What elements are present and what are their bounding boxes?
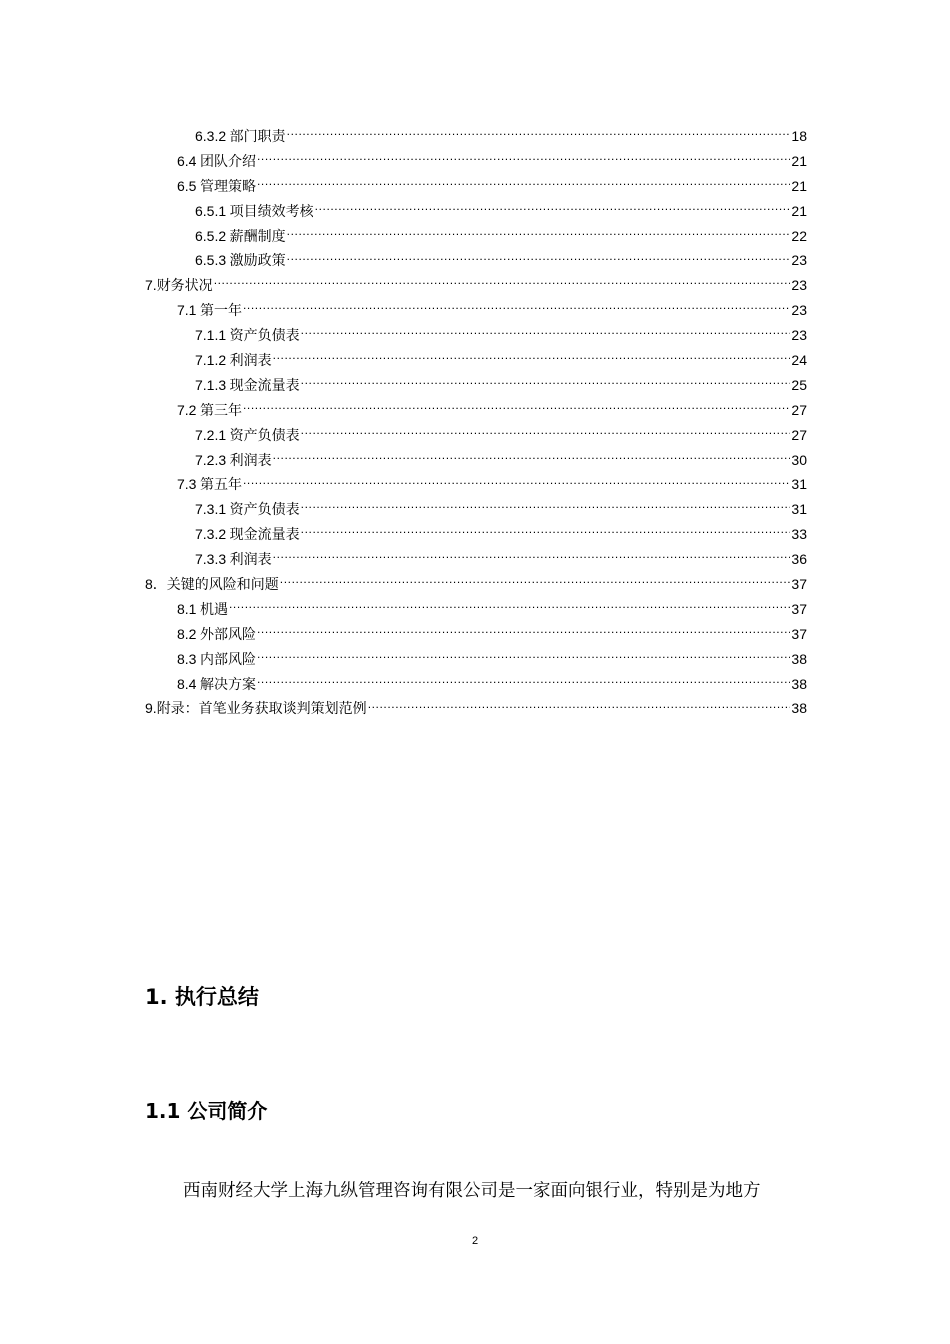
toc-entry-title xyxy=(177,647,256,674)
toc-leader-dots xyxy=(273,550,791,564)
toc-entry-number: 6.5.2 xyxy=(195,227,227,244)
toc-entry-label: 现金流量表 xyxy=(229,528,300,544)
toc-entry[interactable] xyxy=(145,398,807,423)
toc-entry-title xyxy=(177,149,256,176)
toc-entry-label: 部门职责 xyxy=(229,130,286,145)
toc-entry[interactable] xyxy=(145,124,807,149)
toc-entry-label: 利润表 xyxy=(229,553,272,569)
toc-entry-label: 激励政策 xyxy=(229,254,286,270)
toc-leader-dots xyxy=(257,152,790,166)
toc-entry[interactable] xyxy=(145,348,807,373)
toc-entry-label: 外部风险 xyxy=(199,627,256,643)
toc-entry-label: 第五年 xyxy=(199,478,242,494)
toc-entry-label: 资产负债表 xyxy=(229,428,300,444)
toc-entry-number: 7.2.3 xyxy=(195,451,227,468)
toc-entry-title xyxy=(177,472,242,499)
toc-entry-title xyxy=(145,273,213,300)
toc-entry-number: 8.2 xyxy=(177,625,197,642)
toc-entry-page: 31 xyxy=(791,501,807,518)
toc-entry-title xyxy=(195,423,300,450)
toc-entry[interactable] xyxy=(145,497,807,522)
toc-entry[interactable] xyxy=(145,522,807,547)
toc-entry[interactable] xyxy=(145,323,807,348)
toc-entry-title xyxy=(177,597,228,624)
toc-entry-page: 23 xyxy=(791,327,807,344)
toc-entry-page: 23 xyxy=(791,277,807,294)
toc-entry-title xyxy=(177,622,256,649)
toc-entry-page: 21 xyxy=(791,202,807,219)
table-of-contents xyxy=(145,124,807,721)
toc-entry-number: 9. xyxy=(145,700,157,717)
toc-entry[interactable] xyxy=(145,672,807,697)
toc-entry-number: 7.1 xyxy=(177,302,197,319)
toc-entry[interactable] xyxy=(145,298,807,323)
toc-entry-number: 7.1.3 xyxy=(195,376,227,393)
toc-entry-label: 关键的风险和问题 xyxy=(166,578,279,594)
toc-leader-dots xyxy=(229,600,790,614)
toc-entry-number: 6.4 xyxy=(177,152,197,169)
toc-entry-number: 6.5 xyxy=(177,177,197,194)
toc-leader-dots xyxy=(280,575,791,589)
toc-leader-dots xyxy=(257,177,790,191)
toc-entry-label: 资产负债表 xyxy=(229,329,300,345)
toc-entry[interactable] xyxy=(145,423,807,448)
toc-leader-dots xyxy=(287,127,791,141)
toc-entry-label: 第三年 xyxy=(199,403,242,419)
toc-entry-label: 附录：首笔业务获取谈判策划范例 xyxy=(156,702,367,718)
toc-entry-page: 37 xyxy=(791,576,807,593)
toc-leader-dots xyxy=(315,202,791,216)
toc-entry-title xyxy=(177,174,256,201)
toc-entry-number: 7. xyxy=(145,277,157,294)
toc-entry-title xyxy=(195,224,286,251)
toc-entry-page: 38 xyxy=(791,700,807,717)
body-paragraph: 西南财经大学上海九纵管理咨询有限公司是一家面向银行业，特别是为地方 xyxy=(183,1180,761,1200)
toc-entry-number: 8.1 xyxy=(177,600,197,617)
toc-entry-title xyxy=(177,398,242,425)
toc-leader-dots xyxy=(301,426,791,440)
toc-entry-label: 机遇 xyxy=(199,602,228,618)
toc-entry-label: 内部风险 xyxy=(199,652,256,668)
toc-entry-title xyxy=(195,248,286,275)
toc-entry-page: 21 xyxy=(791,152,807,169)
toc-leader-dots xyxy=(273,351,791,365)
toc-entry[interactable] xyxy=(145,248,807,273)
toc-entry-number: 7.3.2 xyxy=(195,526,227,543)
toc-entry[interactable] xyxy=(145,224,807,249)
toc-entry-title xyxy=(145,696,367,723)
toc-entry-label: 薪酬制度 xyxy=(229,229,286,245)
toc-leader-dots xyxy=(257,675,790,689)
toc-entry[interactable] xyxy=(145,547,807,572)
toc-entry-number: 6.5.3 xyxy=(195,252,227,269)
toc-leader-dots xyxy=(257,625,790,639)
toc-entry-title xyxy=(195,373,300,400)
toc-leader-dots xyxy=(301,500,791,514)
toc-entry-number: 7.2 xyxy=(177,401,197,418)
toc-entry-label: 现金流量表 xyxy=(229,378,300,394)
toc-entry-number: 8． xyxy=(145,576,167,593)
toc-entry-number: 8.3 xyxy=(177,650,197,667)
toc-entry-title xyxy=(177,298,242,325)
toc-entry[interactable] xyxy=(145,273,807,298)
toc-entry[interactable] xyxy=(145,622,807,647)
toc-leader-dots xyxy=(243,475,790,489)
toc-entry-title xyxy=(195,348,272,375)
toc-entry-number: 7.2.1 xyxy=(195,426,227,443)
toc-entry-page: 37 xyxy=(791,625,807,642)
toc-entry-title xyxy=(195,497,300,524)
toc-entry-page: 31 xyxy=(791,476,807,493)
toc-entry-number: 7.3.3 xyxy=(195,551,227,568)
toc-entry[interactable] xyxy=(145,448,807,473)
toc-entry-label: 解决方案 xyxy=(199,677,256,693)
page-number: 2 xyxy=(471,1235,479,1247)
toc-leader-dots xyxy=(287,227,791,241)
toc-entry-page: 23 xyxy=(791,252,807,269)
toc-leader-dots xyxy=(257,650,790,664)
toc-entry-page: 21 xyxy=(791,177,807,194)
toc-entry-label: 项目绩效考核 xyxy=(229,204,314,220)
toc-entry-page: 38 xyxy=(791,650,807,667)
toc-entry-label: 利润表 xyxy=(229,453,272,469)
toc-entry[interactable] xyxy=(145,647,807,672)
toc-entry-title xyxy=(195,547,272,574)
toc-entry-number: 7.1.2 xyxy=(195,352,227,369)
section-heading-1: 1. 执行总结 xyxy=(145,985,259,1009)
toc-entry-title xyxy=(195,448,272,475)
toc-entry[interactable] xyxy=(145,597,807,622)
toc-entry-number: 6.3.2 xyxy=(195,128,227,144)
toc-entry-page: 36 xyxy=(791,551,807,568)
toc-entry-number: 7.3 xyxy=(177,476,197,493)
toc-leader-dots xyxy=(287,251,791,265)
toc-entry-title xyxy=(195,124,286,151)
toc-entry-title xyxy=(195,522,300,549)
toc-entry-label: 团队介绍 xyxy=(199,154,256,170)
toc-entry-page: 25 xyxy=(791,376,807,393)
toc-entry-page: 27 xyxy=(791,426,807,443)
toc-entry[interactable] xyxy=(145,199,807,224)
toc-leader-dots xyxy=(301,326,791,340)
toc-entry-label: 管理策略 xyxy=(199,179,256,195)
toc-entry-label: 第一年 xyxy=(199,304,242,320)
toc-entry[interactable] xyxy=(145,572,807,597)
toc-entry-page: 38 xyxy=(791,675,807,692)
toc-entry[interactable] xyxy=(145,373,807,398)
toc-entry-page: 30 xyxy=(791,451,807,468)
toc-leader-dots xyxy=(243,401,790,415)
toc-leader-dots xyxy=(368,699,791,713)
toc-entry-number: 8.4 xyxy=(177,675,197,692)
toc-entry-page: 37 xyxy=(791,600,807,617)
toc-entry[interactable] xyxy=(145,149,807,174)
toc-entry-page: 23 xyxy=(791,302,807,319)
toc-entry-label: 财务状况 xyxy=(156,279,213,295)
toc-entry[interactable] xyxy=(145,472,807,497)
toc-entry-page: 24 xyxy=(791,352,807,369)
section-heading-1-1: 1.1 公司简介 xyxy=(145,1099,268,1123)
toc-entry-page: 22 xyxy=(791,227,807,244)
toc-entry-title xyxy=(195,323,300,350)
toc-leader-dots xyxy=(301,525,791,539)
toc-entry-page: 18 xyxy=(791,128,807,144)
toc-entry-title xyxy=(145,572,279,599)
toc-entry[interactable] xyxy=(145,696,807,721)
toc-leader-dots xyxy=(243,301,790,315)
toc-entry-number: 7.1.1 xyxy=(195,327,227,344)
toc-entry-title xyxy=(195,199,314,226)
toc-entry[interactable] xyxy=(145,174,807,199)
toc-leader-dots xyxy=(301,376,791,390)
toc-leader-dots xyxy=(214,276,791,290)
toc-entry-page: 27 xyxy=(791,401,807,418)
toc-entry-number: 7.3.1 xyxy=(195,501,227,518)
toc-leader-dots xyxy=(273,451,791,465)
toc-entry-title xyxy=(177,672,256,699)
toc-entry-page: 33 xyxy=(791,526,807,543)
toc-entry-label: 利润表 xyxy=(229,354,272,370)
toc-entry-number: 6.5.1 xyxy=(195,202,227,219)
toc-entry-label: 资产负债表 xyxy=(229,503,300,519)
